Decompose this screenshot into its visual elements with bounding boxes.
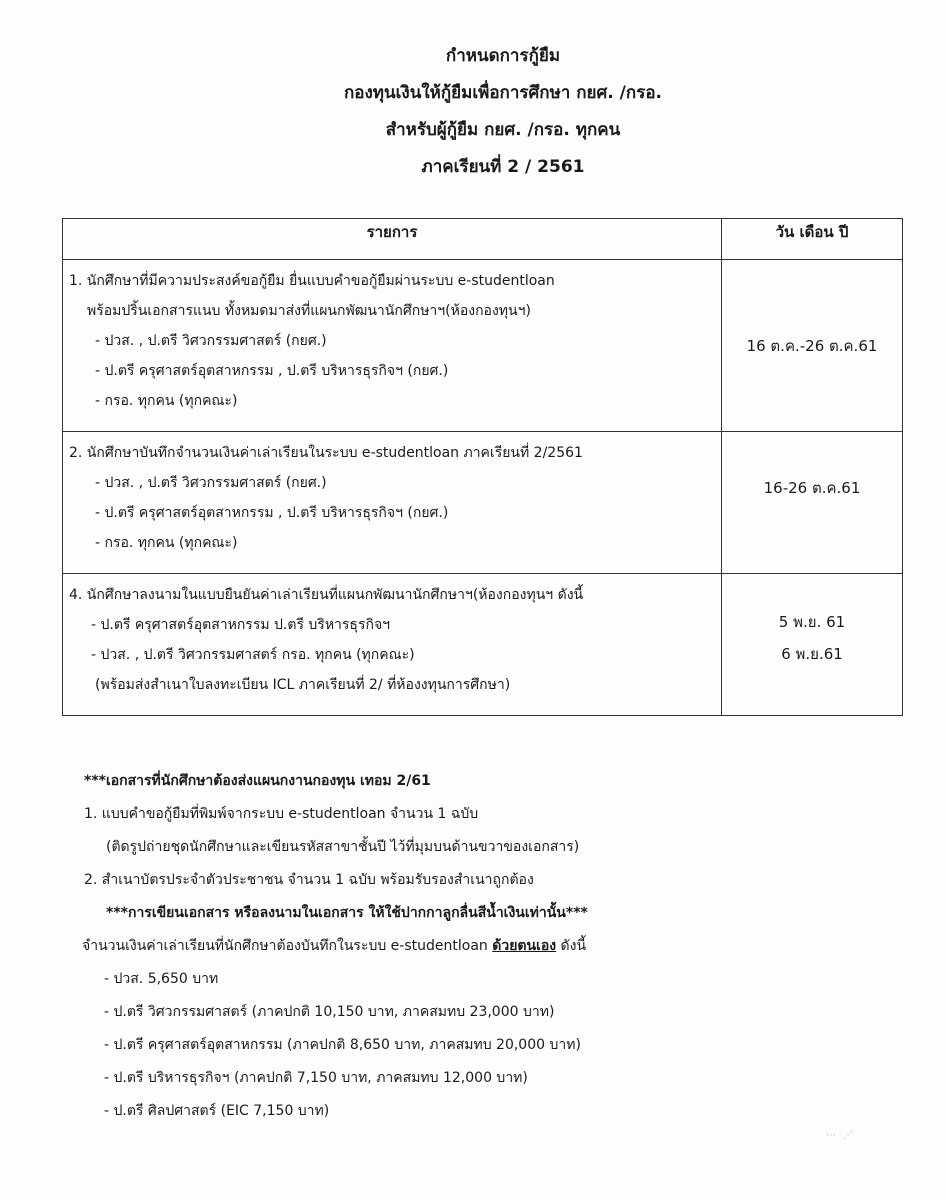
row-date: 16-26 ต.ค.61 [763, 479, 861, 497]
scan-smudge: ⋯ ⋰ [826, 1130, 856, 1141]
header-title: กำหนดการกู้ยืม [445, 46, 561, 66]
table-row [63, 574, 903, 716]
row-item-line: (พร้อมส่งสำเนาใบลงทะเบียน ICL ภาคเรียนที่ 2/ ที่ห้องงทุนการศึกษา) [95, 677, 511, 693]
row-date: 16 ต.ค.-26 ต.ค.61 [746, 336, 878, 355]
row-item-line: - ปวส. , ป.ตรี วิศวกรรมศาสตร์ (กยศ.) [95, 475, 327, 491]
tuition-item: - ป.ตรี ครุศาสตร์อุตสาหกรรม (ภาคปกติ 8,650 บาท, ภาคสมทบ 20,000 บาท) [104, 1037, 581, 1053]
tuition-emphasis: ด้วยตนเอง [492, 938, 557, 954]
schedule-table [62, 218, 903, 716]
row-date-cell [722, 432, 903, 574]
pen-instruction: ***การเขียนเอกสาร หรือลงนามในเอกสาร ให้ใช้ปากกาลูกลื่นสีน้ำเงินเท่านั้น*** [106, 905, 588, 921]
document-header [0, 38, 946, 186]
row-date: 6 พ.ย.61 [781, 645, 843, 663]
row-item-line: - กรอ. ทุกคน (ทุกคณะ) [95, 535, 238, 551]
column-header-date: วัน เดือน ปี [722, 219, 903, 260]
row-item-line: - ป.ตรี ครุศาสตร์อุตสาหกรรม ป.ตรี บริหารธุรกิจฯ [91, 617, 391, 633]
document-item: 2. สำเนาบัตรประจำตัวประชาชน จำนวน 1 ฉบับ พร้อมรับรองสำเนาถูกต้อง [84, 872, 534, 888]
tuition-item: - ปวส. 5,650 บาท [104, 971, 219, 987]
row-date-cell [722, 574, 903, 716]
tuition-intro [82, 930, 904, 963]
row-item-line: - ป.ตรี ครุศาสตร์อุตสาหกรรม , ป.ตรี บริหารธุรกิจฯ (กยศ.) [95, 505, 449, 521]
row-items-cell [63, 574, 722, 716]
column-header-items: รายการ [63, 219, 722, 260]
row-items-cell [63, 260, 722, 432]
table-header-row [63, 219, 903, 260]
row-item-line: - ปวส. , ป.ตรี วิศวกรรมศาสตร์ กรอ. ทุกคน (ทุกคณะ) [91, 647, 415, 663]
tuition-intro-tail: ดังนี้ [556, 938, 587, 954]
row-items-cell [63, 432, 722, 574]
required-documents-section [84, 765, 904, 1128]
row-date: 5 พ.ย. 61 [778, 613, 846, 631]
table-row [63, 260, 903, 432]
header-audience: สำหรับผู้กู้ยืม กยศ. /กรอ. ทุกคน [385, 120, 621, 140]
tuition-item: - ป.ตรี บริหารธุรกิจฯ (ภาคปกติ 7,150 บาท, ภาคสมทบ 12,000 บาท) [104, 1070, 528, 1086]
row-item-line: - ป.ตรี ครุศาสตร์อุตสาหกรรม , ป.ตรี บริหารธุรกิจฯ (กยศ.) [95, 363, 449, 379]
row-item-line: พร้อมปริ้นเอกสารแนบ ทั้งหมดมาส่งที่แผนกพัฒนานักศึกษาฯ(ห้องกองทุนฯ) [87, 303, 531, 319]
row-item-line: 1. นักศึกษาที่มีความประสงค์ขอกู้ยืม ยื่นแบบคำขอกู้ยืมผ่านระบบ e-studentloan [69, 273, 555, 289]
header-semester: ภาคเรียนที่ 2 / 2561 [421, 157, 585, 177]
row-item-line: - กรอ. ทุกคน (ทุกคณะ) [95, 393, 238, 409]
row-item-line: 4. นักศึกษาลงนามในแบบยืนยันค่าเล่าเรียนที่แผนกพัฒนานักศึกษาฯ(ห้องกองทุนฯ ดังนี้ [69, 587, 584, 603]
header-fund-name: กองทุนเงินให้กู้ยืมเพื่อการศึกษา กยศ. /กรอ. [343, 83, 662, 103]
document-item: 1. แบบคำขอกู้ยืมที่พิมพ์จากระบบ e-studentloan จำนวน 1 ฉบับ [84, 806, 479, 822]
row-item-line: 2. นักศึกษาบันทึกจำนวนเงินค่าเล่าเรียนในระบบ e-studentloan ภาคเรียนที่ 2/2561 [69, 445, 583, 461]
row-date-cell [722, 260, 903, 432]
tuition-intro-text: จำนวนเงินค่าเล่าเรียนที่นักศึกษาต้องบันทึกในระบบ e-studentloan [82, 938, 493, 954]
document-item-detail: (ติดรูปถ่ายชุดนักศึกษาและเขียนรหัสสาขาชั้นปี ไว้ที่มุมบนด้านขวาของเอกสาร) [106, 839, 580, 855]
tuition-item: - ป.ตรี ศิลปศาสตร์ (EIC 7,150 บาท) [104, 1103, 330, 1119]
notes-heading: ***เอกสารที่นักศึกษาต้องส่งแผนกงานกองทุน เทอม 2/61 [84, 773, 431, 789]
table-row [63, 432, 903, 574]
row-item-line: - ปวส. , ป.ตรี วิศวกรรมศาสตร์ (กยศ.) [95, 333, 327, 349]
tuition-item: - ป.ตรี วิศวกรรมศาสตร์ (ภาคปกติ 10,150 บาท, ภาคสมทบ 23,000 บาท) [104, 1004, 555, 1020]
